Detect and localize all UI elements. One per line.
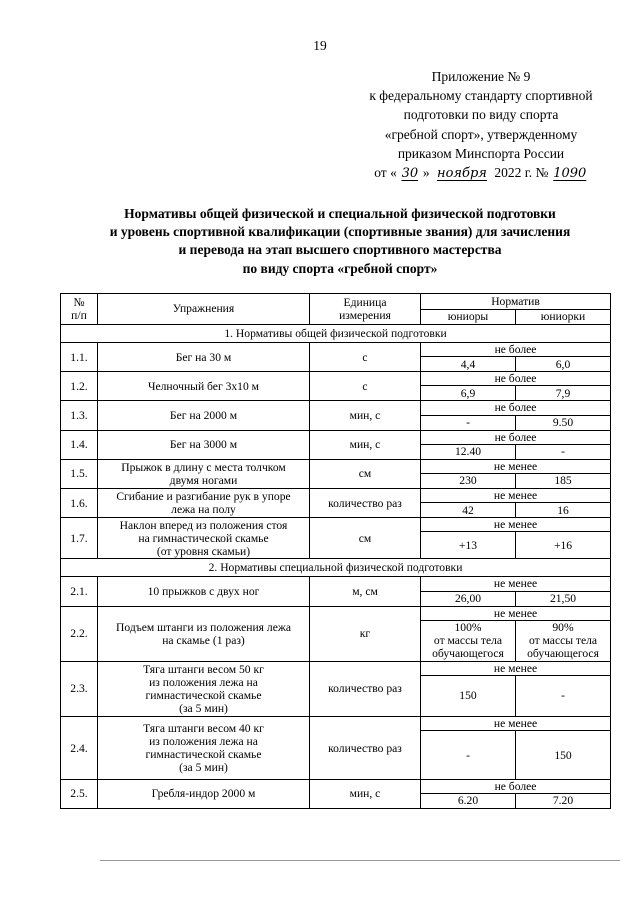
table-row [61,401,611,415]
row-condition: не более [421,343,611,357]
value-junior-girls: 7.20 [516,794,611,808]
value-juniors: 6.20 [421,794,516,808]
date-prefix: от « [374,165,397,181]
row-number: 2.5. [61,780,98,808]
bottom-divider [100,860,620,861]
table-row [61,780,611,794]
row-unit: см [310,459,421,488]
value-junior-girls: 16 [516,503,611,518]
row-exercise: Челночный бег 3х10 м [98,372,310,401]
date-suffix: 2022 г. № [494,165,549,181]
row-condition: не менее [421,577,611,591]
value-juniors: - [421,731,516,780]
value-juniors: 12.40 [421,444,516,459]
appendix-line: приказом Минспорта России [397,145,565,161]
row-exercise: Прыжок в длину с места толчком двумя ногами [98,459,310,488]
appendix-title: Приложение № 9 [431,69,531,84]
value-junior-girls: 90% от массы тела обучающегося [516,620,611,661]
title-line: и перевода на этап высшего спортивного мастерства [178,242,502,258]
table-row [61,518,611,532]
appendix-date-line [345,163,617,183]
header-junior-girls: юниорки [516,309,611,325]
row-condition: не более [421,401,611,415]
row-number: 1.3. [61,401,98,430]
row-number: 2.1. [61,577,98,606]
row-number: 2.3. [61,661,98,716]
row-unit: мин, с [310,401,421,430]
header-unit: Единица измерения [310,294,421,325]
row-unit: мин, с [310,780,421,808]
value-juniors: 150 [421,676,516,717]
row-condition: не менее [421,606,611,620]
row-number: 1.5. [61,459,98,488]
row-unit: количество раз [310,661,421,716]
table-row [61,343,611,357]
value-junior-girls: - [516,444,611,459]
value-juniors: 230 [421,474,516,489]
value-junior-girls: 9.50 [516,415,611,430]
handwritten-order-number: 1090 [553,166,587,182]
value-junior-girls: 6,0 [516,357,611,372]
header-exercise: Упражнения [98,294,310,325]
row-number: 2.2. [61,606,98,661]
row-number: 1.1. [61,343,98,372]
row-number: 1.4. [61,430,98,459]
row-exercise: Подъем штанги из положения лежа на скамье (1 раз) [98,606,310,661]
section-row [61,325,611,343]
page-number: 19 [313,38,327,53]
row-number: 2.4. [61,717,98,780]
value-junior-girls: +16 [516,532,611,559]
row-number: 1.2. [61,372,98,401]
handwritten-day: 30 [401,166,419,182]
table-row [61,661,611,675]
handwritten-month: ноября [437,166,487,182]
table-row [61,459,611,473]
row-exercise: Бег на 30 м [98,343,310,372]
value-junior-girls: - [516,676,611,717]
row-unit: см [310,518,421,559]
table-row [61,606,611,620]
table-row [61,717,611,731]
value-juniors: 26,00 [421,591,516,606]
row-exercise: Бег на 2000 м [98,401,310,430]
appendix-block [345,67,617,183]
value-juniors: 42 [421,503,516,518]
section-title: 2. Нормативы специальной физической подготовки [61,559,611,577]
row-exercise: 10 прыжков с двух ног [98,577,310,606]
document-title [60,205,620,278]
title-line: и уровень спортивной квалификации (спортивные звания) для зачисления [109,224,571,240]
row-unit: количество раз [310,717,421,780]
date-mid: » [422,165,430,181]
table-row [61,372,611,386]
norms-table-body [61,294,611,809]
row-condition: не более [421,430,611,444]
row-exercise: Наклон вперед из положения стоя на гимнастической скамье (от уровня скамьи) [98,518,310,559]
row-condition: не менее [421,459,611,473]
appendix-line: «гребной спорт», утвержденному [384,126,578,142]
value-juniors: 4,4 [421,357,516,372]
row-exercise: Тяга штанги весом 40 кг из положения лежа на гимнастической скамье (за 5 мин) [98,717,310,780]
title-line: по виду спорта «гребной спорт» [242,260,438,276]
row-number: 1.7. [61,518,98,559]
section-row [61,559,611,577]
value-junior-girls: 21,50 [516,591,611,606]
value-juniors: 100% от массы тела обучающегося [421,620,516,661]
header-row [61,294,611,310]
row-unit: кг [310,606,421,661]
value-junior-girls: 150 [516,731,611,780]
value-juniors: +13 [421,532,516,559]
section-title: 1. Нормативы общей физической подготовки [61,325,611,343]
value-juniors: 6,9 [421,386,516,401]
value-junior-girls: 185 [516,474,611,489]
norms-table [60,293,611,809]
row-unit: с [310,372,421,401]
title-line: Нормативы общей физической и специальной физической подготовки [124,206,556,221]
appendix-line: подготовки по виду спорта [403,107,559,123]
row-condition: не более [421,372,611,386]
header-num: № п/п [61,294,98,325]
row-unit: мин, с [310,430,421,459]
value-junior-girls: 7,9 [516,386,611,401]
value-juniors: - [421,415,516,430]
row-exercise: Сгибание и разгибание рук в упоре лежа на полу [98,489,310,518]
header-norm: Норматив [421,294,611,310]
row-unit: количество раз [310,489,421,518]
appendix-line: к федеральному стандарту спортивной [369,88,593,104]
row-exercise: Бег на 3000 м [98,430,310,459]
row-exercise: Гребля-индор 2000 м [98,780,310,808]
row-exercise: Тяга штанги весом 50 кг из положения лежа на гимнастической скамье (за 5 мин) [98,661,310,716]
row-condition: не более [421,780,611,794]
row-unit: с [310,343,421,372]
table-row [61,430,611,444]
row-condition: не менее [421,518,611,532]
table-row [61,489,611,503]
row-unit: м, см [310,577,421,606]
header-juniors: юниоры [421,309,516,325]
row-condition: не менее [421,661,611,675]
row-condition: не менее [421,717,611,731]
row-number: 1.6. [61,489,98,518]
table-row [61,577,611,591]
row-condition: не менее [421,489,611,503]
